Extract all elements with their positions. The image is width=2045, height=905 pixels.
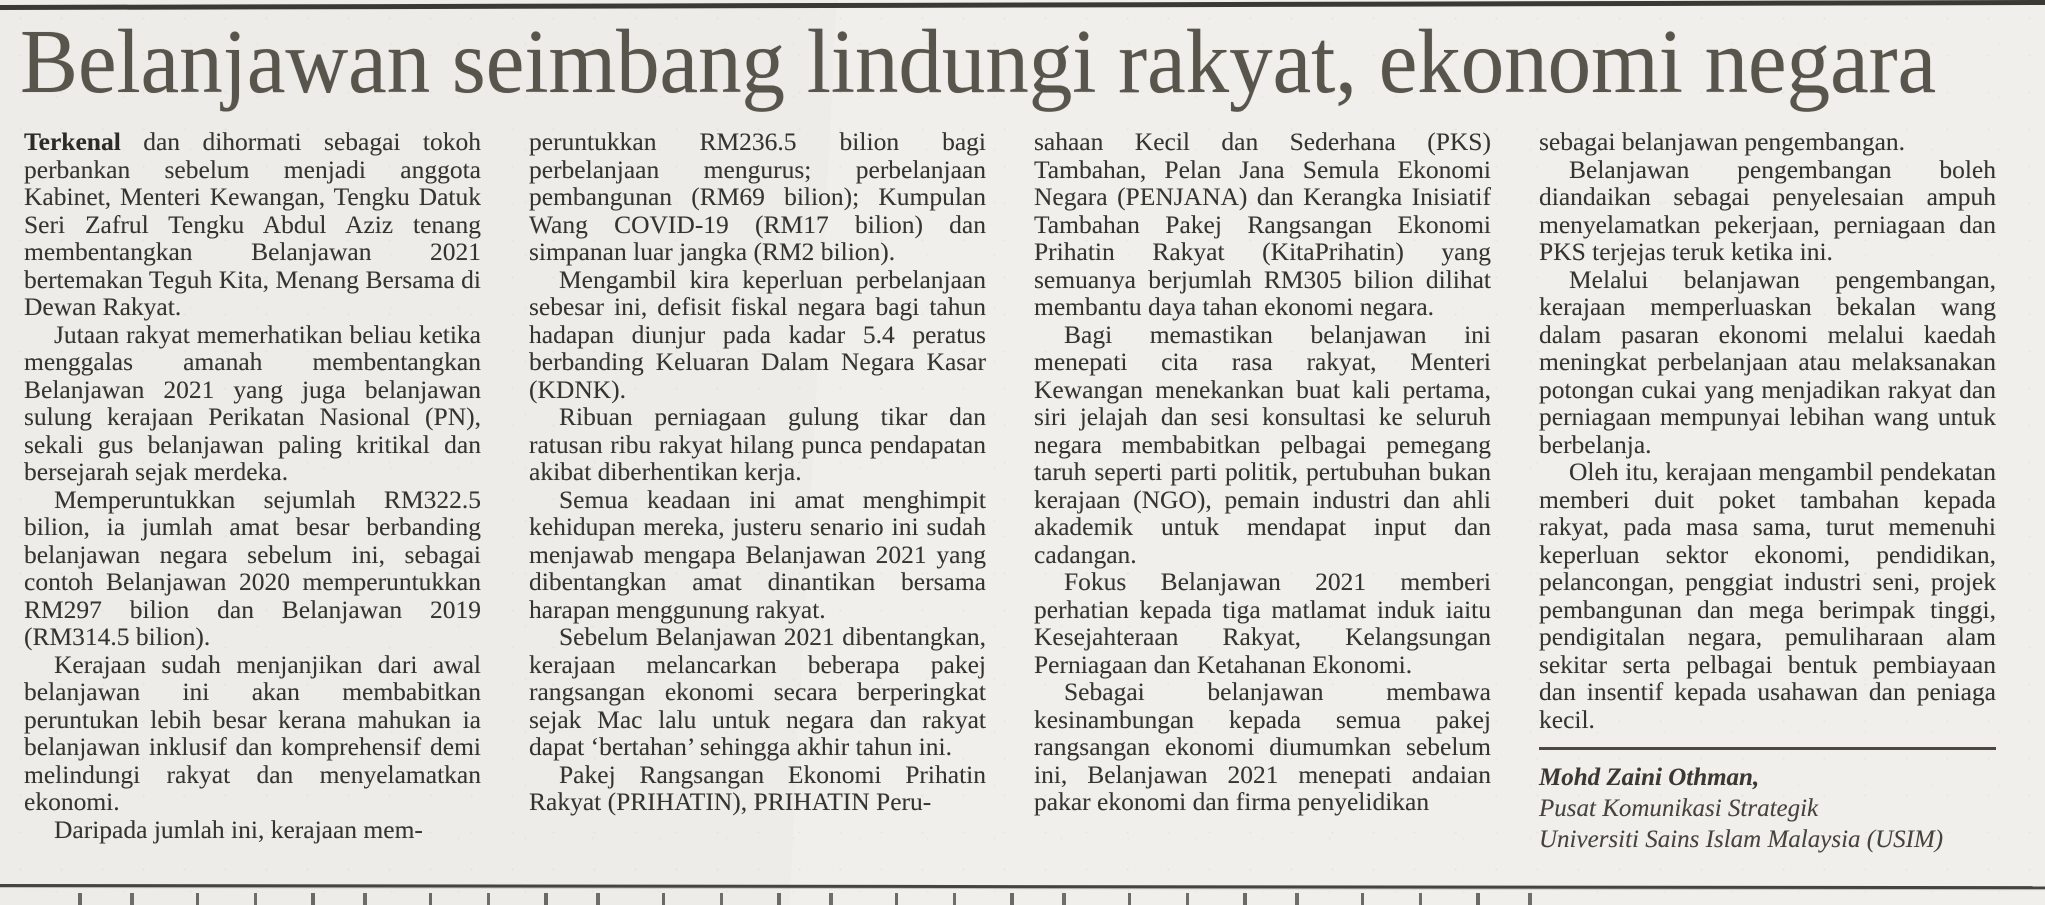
paragraph: Pakej Rangsangan Ekonomi Prihatin Rakyat (PRIHATIN), PRIHATIN Peru- [529,759,986,816]
top-divider-rule [0,0,2045,10]
paragraph: Sebagai belanjawan membawa kesinambungan kepada semua pakej rangsangan ekonomi diumumkan sebelum ini, Belanjawan 2021 menepati andaian pakar ekonomi dan firma penyelidikan [1034,677,1491,816]
paragraph-continuation: sahaan Kecil dan Sederhana (PKS) Tambahan, Pelan Jana Semula Ekonomi Negara (PENJANA) dan Kerangka Inisiatif Tambahan Pakej Rangsangan Ekonomi Prihatin Rakyat (KitaPrihatin) yang semuanya berjumlah RM305 bilion dilihat membantu daya tahan ekonomi negara. [1034,127,1491,321]
article-column-4 [1539,128,1996,855]
article-body [24,128,1996,855]
author-divider-rule [1539,747,1996,750]
paragraph: Melalui belanjawan pengembangan, kerajaan memperluaskan bekalan wang dalam pasaran ekonomi melalui kaedah meningkat perbelanjaan atau melaksanakan potongan cukai yang menjadikan rakyat dan perniagaan mempunyai lebihan wang untuk berbelanja. [1539,264,1996,459]
paragraph: Ribuan perniagaan gulung tikar dan ratusan ribu rakyat hilang punca pendapatan akibat diberhentikan kerja. [529,402,986,486]
paragraph: Memperuntukkan sejumlah RM322.5 bilion, ia jumlah amat besar berbanding belanjawan negara sebelum ini, sebagai contoh Belanjawan 2020 memperuntukkan RM297 bilion dan Belanjawan 2019 (RM314.5 bilion). [24,484,481,651]
article-column-1 [24,128,481,843]
author-block [1539,762,1996,855]
paragraph: Daripada jumlah ini, kerajaan mem- [54,814,423,844]
paragraph: Semua keadaan ini amat menghimpit kehidupan mereka, justeru senario ini sudah menjawab mengapa Belanjawan 2021 yang dibentangkan amat dinantikan bersama harapan menggunung rakyat. [529,484,986,624]
paragraph: Bagi memastikan belanjawan ini menepati cita rasa rakyat, Menteri Kewangan menekankan buat kali pertama, siri jelajah dan sesi konsultasi ke seluruh negara membabitkan pelbagai pemegang taruh seperti parti politik, pertubuhan bukan kerajaan (NGO), pemain industri dan ahli akademik untuk mendapat input dan cadangan. [1034,319,1491,569]
article-column-3 [1034,128,1491,816]
article-headline: Belanjawan seimbang lindungi rakyat, ekonomi negara [20,11,1937,112]
paragraph: Jutaan rakyat memerhatikan beliau ketika menggalas amanah membentangkan Belanjawan 2021 yang juga belanjawan sulung kerajaan Perikatan Nasional (PN), sekali gus belanjawan paling kritikal dan bersejarah sejak merdeka. [24,319,481,486]
paragraph-text: dan dihormati sebagai tokoh perbankan sebelum menjadi anggota Kabinet, Menteri Kewangan, Tengku Datuk Seri Zafrul Tengku Abdul Aziz tenang membentangkan Belanjawan 2021 bertemakan Teguh Kita, Menang Bersama di Dewan Rakyat. [24,127,481,321]
paragraph: Mengambil kira keperluan perbelanjaan sebesar ini, defisit fiskal negara bagi tahun hadapan diunjur pada kadar 5.4 peratus berbanding Keluaran Dalam Negara Kasar (KDNK). [529,264,986,404]
paragraph: Belanjawan pengembangan boleh diandaikan sebagai penyelesaian ampuh menyelamatkan pekerjaan, perniagaan dan PKS terjejas teruk ketika ini. [1539,154,1996,266]
lead-paragraph [24,128,481,321]
author-name: Mohd Zaini Othman, [1539,764,1760,791]
paragraph: Fokus Belanjawan 2021 memberi perhatian kepada tiga matlamat induk iaitu Kesejahteraan Rakyat, Kelangsungan Perniagaan dan Ketahanan Ekonomi. [1034,567,1491,679]
lead-word: Terkenal [24,127,121,156]
author-affiliation-line1: Pusat Komunikasi Strategik [1539,795,1819,822]
cropped-next-article-text [78,893,1538,905]
paragraph-continuation: sebagai belanjawan pengembangan. [1539,127,1906,156]
paragraph-continuation: peruntukkan RM236.5 bilion bagi perbelanjaan mengurus; perbelanjaan pembangunan (RM69 bilion); Kumpulan Wang COVID-19 (RM17 bilion) dan simpanan luar jangka (RM2 bilion). [529,127,986,266]
paragraph: Oleh itu, kerajaan mengambil pendekatan memberi duit poket tambahan kepada rakyat, pada masa sama, turut memenuhi keperluan sektor ekonomi, pendidikan, pelancongan, penggiat industri seni, projek pembangunan dan mega berimpak tinggi, pendigitalan negara, pemuliharaan alam sekitar serta pelbagai bentuk pembiayaan dan insentif kepada usahawan dan peniaga kecil. [1539,457,1996,734]
article-column-2 [529,128,986,816]
author-affiliation-line2: Universiti Sains Islam Malaysia (USIM) [1539,826,1944,853]
paragraph: Kerajaan sudah menjanjikan dari awal belanjawan ini akan membabitkan peruntukan lebih besar kerana mahukan ia belanjawan inklusif dan komprehensif demi melindungi rakyat dan menyelamatkan ekonomi. [24,649,481,816]
bottom-divider-rule [0,884,2045,889]
paragraph: Sebelum Belanjawan 2021 dibentangkan, kerajaan melancarkan beberapa pakej rangsangan ekonomi secara berperingkat sejak Mac lalu untuk negara dan rakyat dapat ‘bertahan’ sehingga akhir tahun ini. [529,622,986,761]
